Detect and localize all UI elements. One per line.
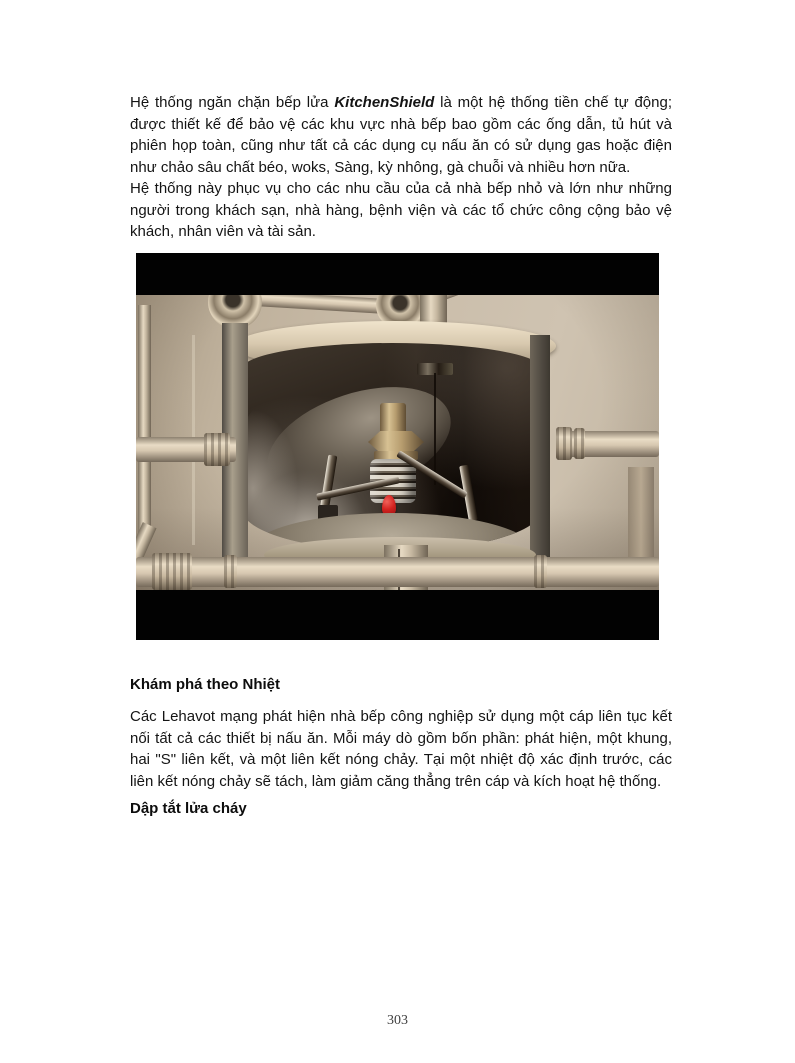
letterbox-bottom <box>136 590 659 640</box>
heading-suppression: Dập tắt lửa cháy <box>130 800 247 817</box>
pipe-bottom-run <box>136 557 659 587</box>
pipe-right-cap <box>556 427 572 460</box>
pipe-bottom-ring-right <box>534 555 547 588</box>
pipe-bottom-ring <box>224 555 237 588</box>
drum-interior <box>242 343 542 551</box>
pipe-vertical-left <box>138 305 151 533</box>
detector-top-stem <box>380 403 406 435</box>
paragraph-audience: Hệ thống này phục vụ cho các nhu cầu của cả nhà bếp nhỏ và lớn như những người trong khách sạn, nhà hàng, bệnh viện và các tổ chức công cộng bảo vệ khách, nhân viên và tài sản. <box>130 180 672 240</box>
page-number: 303 <box>387 1013 408 1028</box>
paragraph-intro-lead: Hệ thống ngăn chặn bếp lửa <box>130 94 335 111</box>
pipe-bottom-coupling-left <box>152 553 192 590</box>
paragraph-detection: Các Lehavot mạng phát hiện nhà bếp công nghiệp sử dụng một cáp liên tục kết nối tất cả các thiết bị nấu ăn. Mỗi máy dò gồm bốn phần: phát hiện, một khung, hai "S" liên kết, và một liên kết nóng chảy. Tại một nhiệt độ xác định trước, các liên kết nóng chảy sẽ tách, làm giảm căng thẳng trên cáp và kích hoạt hệ thống. <box>130 708 672 790</box>
figure-suppression-system-render <box>136 253 659 640</box>
heading-detection: Khám phá theo Nhiệt <box>130 676 281 693</box>
render-scene <box>136 295 659 590</box>
paragraph-intro-rest: là một hệ thống tiền chế tự động; được thiết kế để bảo vệ các khu vực nhà bếp bao gồm các ống dẫn, tủ hút và phiên họp toàn, cũng như tất cả các dụng cụ nấu ăn có sử dụng gas hoặc điện như chảo sâu chất béo, woks, Sàng, kỳ nhông, gà chuỗi và nhiều hơn nữa. <box>130 94 672 176</box>
tension-cable <box>434 373 436 485</box>
pipe-top-diagonal <box>244 295 397 315</box>
paragraph-intro <box>130 92 672 178</box>
pipe-left-coupling <box>204 433 230 466</box>
brand-name: KitchenShield <box>334 94 435 111</box>
drum-frame-right <box>530 335 550 563</box>
letterbox-top <box>136 253 659 295</box>
pipe-right-ring <box>574 428 585 459</box>
